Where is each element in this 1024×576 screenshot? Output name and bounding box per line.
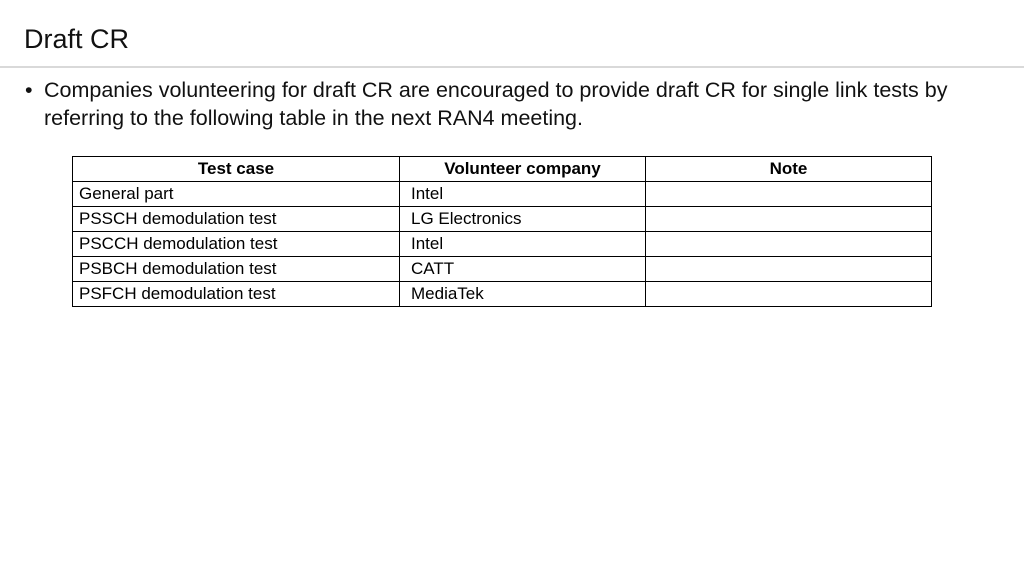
table-row [73,207,932,232]
header-volunteer-company: Volunteer company [400,157,646,182]
cell-note [646,257,932,282]
cell-volunteer-company: Intel [400,182,646,207]
table-row [73,282,932,307]
title-divider [0,66,1024,68]
bullet-item [24,76,1009,132]
cell-note [646,282,932,307]
bullet-marker: • [25,78,33,102]
cell-volunteer-company: LG Electronics [400,207,646,232]
cell-test-case: PSBCH demodulation test [73,257,400,282]
cell-note [646,182,932,207]
cell-volunteer-company: CATT [400,257,646,282]
table-row [73,257,932,282]
cell-volunteer-company: Intel [400,232,646,257]
bullet-text: Companies volunteering for draft CR are encouraged to provide draft CR for single link tests by referring to the following table in the next RAN4 meeting. [44,78,948,130]
slide-title: Draft CR [24,24,130,54]
volunteer-table [72,156,932,307]
cell-test-case: General part [73,182,400,207]
table-row [73,182,932,207]
bullet-list [24,76,1009,132]
header-note: Note [646,157,932,182]
table-row [73,232,932,257]
cell-test-case: PSFCH demodulation test [73,282,400,307]
cell-test-case: PSSCH demodulation test [73,207,400,232]
cell-test-case: PSCCH demodulation test [73,232,400,257]
cell-note [646,232,932,257]
table-header-row [73,157,932,182]
cell-note [646,207,932,232]
header-test-case: Test case [73,157,400,182]
cell-volunteer-company: MediaTek [400,282,646,307]
